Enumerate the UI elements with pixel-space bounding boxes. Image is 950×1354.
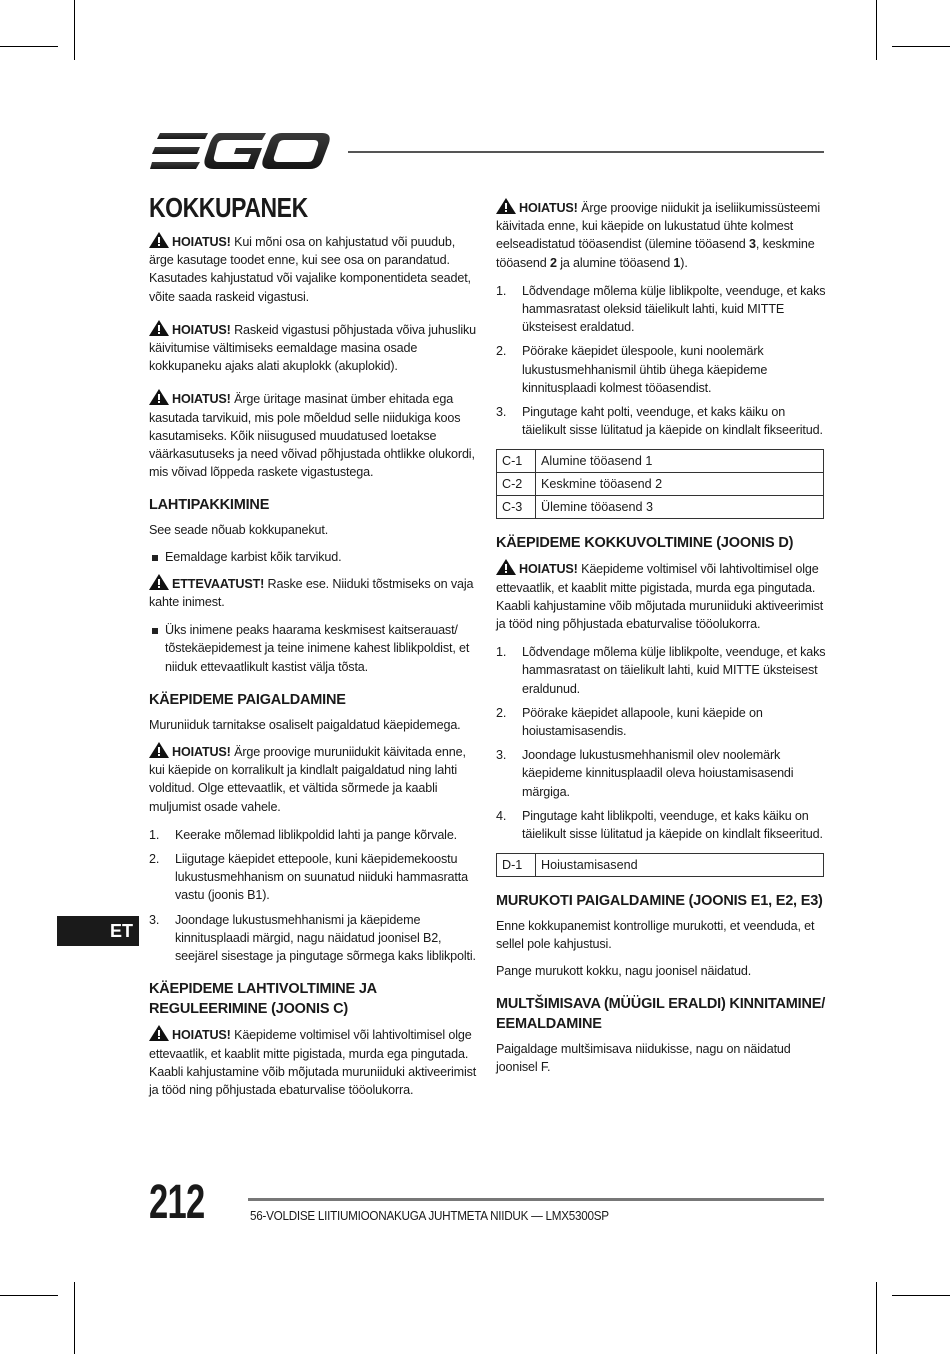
- language-tab: ET: [57, 916, 139, 946]
- warning-block: [149, 232, 479, 306]
- list-item: 2. Pöörake käepidet ülespoole, kuni noolemärk lukustusmehhanismil ühtib ühega käepideme kinnitusplaadi kolmest tööasendist.: [496, 344, 768, 395]
- warning-triangle-icon: [149, 320, 169, 336]
- list-item: 2. Pöörake käepidet allapoole, kuni käepide on hoiustamisasendis.: [496, 705, 763, 739]
- warning-text: Ärge proovige muruniidukit käivitada enne, kui käepide on korralikult ja kindlalt paigaldatud ning lahti volditud. Olge ettevaatlik, et vältida sõrmede ja kaabli muljumist osade vahele.: [149, 745, 466, 814]
- warning-text: Käepideme voltimisel või lahtivoltimisel olge ettevaatlik, et kaablit mitte pigistada, murda ega pingutada. Kaabli kahjustamine võib mõjutada muruniiduki aktiveerimist ja tööd ning põhjustada ebaturvalise tööolukorra.: [149, 1028, 477, 1097]
- unpacking-list-2: [149, 621, 479, 676]
- bullet-square-icon: [152, 555, 158, 561]
- list-item: 3. Joondage lukustusmehhanismil olev noolemärk käepideme kinnitusplaadil oleva hoiustamisasendi märgiga.: [496, 748, 794, 799]
- warning-triangle-icon: [496, 198, 516, 214]
- warning-triangle-icon: [149, 232, 169, 248]
- list-item: 3. Joondage lukustusmehhanismi ja käepideme kinnitusplaadi märgid, nagu näidatud joonisel B2, seejärel sisestage ja pingutage sõrmega kaks liblikpolti.: [149, 912, 476, 964]
- list-item: Üks inimene peaks haarama keskmisest kaitserauast/ tõstekäepidemest ja teine inimene kahest liblikpoldist, et niiduk ettevaatlikult kastist välja tõsta.: [149, 621, 479, 676]
- warning-text: Kui mõni osa on kahjustatud või puudub, ärge kasutage toodet enne, kui see osa on parandatud. Kasutades kahjustatud või vajalike komponentideta seadet, võite saada raskeid vigastusi.: [149, 235, 471, 304]
- crop-mark: [74, 0, 75, 60]
- footer-rule: [248, 1198, 824, 1201]
- warning-label: HOIATUS!: [172, 745, 231, 760]
- crop-mark: [892, 1295, 950, 1296]
- caution-label: ETTEVAATUST!: [172, 576, 265, 591]
- warning-block: [149, 1025, 479, 1099]
- left-column: [149, 192, 479, 1113]
- table-row: C-1 Alumine tööasend 1: [497, 450, 824, 473]
- warning-triangle-icon: [149, 574, 169, 590]
- warning-text: Raskeid vigastusi põhjustada võiva juhusliku käivitumise vältimiseks eemaldage masina osade kokkupaneku ajaks alati akuplokk (akuplokid).: [149, 322, 477, 374]
- crop-mark: [0, 46, 58, 47]
- ego-logo: [150, 131, 330, 171]
- unpacking-text: See seade nõuab kokkupanekut.: [149, 523, 329, 538]
- warning-label: HOIATUS!: [172, 235, 231, 249]
- unpacking-list: [149, 548, 479, 566]
- warning-block: HOIATUS! Ärge proovige niidukit ja iseliikumissüsteemi käivitada enne, kui käepide on lukustatud ühte kolmest eelseadistatud tööasendist (ülemine tööasend 3, keskmine tööasend 2 ja alumine tööasend 1).: [496, 198, 826, 272]
- right-column: [496, 198, 826, 1084]
- list-item: Eemaldage karbist kõik tarvikud.: [149, 548, 479, 566]
- table-row: C-3 Ülemine tööasend 3: [497, 496, 824, 519]
- crop-mark: [0, 1295, 58, 1296]
- crop-mark: [876, 0, 877, 60]
- caution-text: Raske ese. Niiduki tõstmiseks on vaja kahte inimest.: [149, 576, 474, 610]
- warning-label: HOIATUS!: [172, 392, 231, 407]
- section-heading-grass-bag: MURUKOTI PAIGALDAMINE (JOONIS E1, E2, E3): [496, 893, 823, 910]
- table-row: C-2 Keskmine tööasend 2: [497, 473, 824, 496]
- warning-triangle-icon: [496, 559, 516, 575]
- list-item: 1. Lõdvendage mõlema külje liblikpolte, veenduge, et kaks hammasratast on täielikult lahti, kuid MITTE üksteisest eraldunud.: [496, 645, 826, 696]
- grass-bag-text-2: Pange murukott kokku, nagu joonisel näidatud.: [496, 963, 752, 978]
- mulching-plug-text: Paigaldage multšimisava niidukisse, nagu on näidatud joonisel F.: [496, 1041, 791, 1075]
- section-heading-handle-fold: KÄEPIDEME KOKKUVOLTIMINE (JOONIS D): [496, 535, 794, 552]
- warning-block: [149, 389, 479, 481]
- caution-block: [149, 574, 479, 611]
- crop-mark: [74, 1282, 75, 1354]
- handle-install-steps: [149, 826, 479, 965]
- warning-block: [496, 559, 826, 633]
- section-heading-handle-install: KÄEPIDEME PAIGALDAMINE: [149, 691, 346, 708]
- list-item: 1. Keerake mõlemad liblikpoldid lahti ja pange kõrvale.: [149, 827, 458, 842]
- position-table-c: [496, 449, 824, 519]
- warning-block: [149, 742, 479, 816]
- handle-fold-steps: [496, 643, 826, 843]
- list-item: 4. Pingutage kaht liblikpolti, veenduge, et kaks käiku on täielikult sisse lülitatud ja käepide on kindlalt fikseeritud.: [496, 808, 823, 842]
- section-heading-handle-unfold: KÄEPIDEME LAHTIVOLTIMINE JA REGULEERIMINE (JOONIS C): [149, 981, 377, 1018]
- crop-mark: [876, 1282, 877, 1354]
- list-item: 1. Lõdvendage mõlema külje liblikpolte, veenduge, et kaks hammasratast oleksid täielikult lahti, kuid MITTE üksteisest eraldatud.: [496, 283, 826, 335]
- list-item: 3. Pingutage kaht polti, veenduge, et kaks käiku on täielikult sisse lülitatud ja käepide on kindlalt fikseeritud.: [496, 405, 823, 438]
- grass-bag-text-1: Enne kokkupanemist kontrollige murukotti, et veenduda, et sellel pole kahjustusi.: [496, 919, 815, 952]
- warning-label: HOIATUS!: [172, 1028, 231, 1043]
- section-heading-mulching-plug: MULTŠIMISAVA (MÜÜGIL ERALDI) KINNITAMINE/ EEMALDAMINE: [496, 995, 826, 1032]
- list-item: 2. Liigutage käepidet ettepoole, kuni käepidemekoostu lukustusmehhanism on suunatud niiduki hammasratta vastu (joonis B1).: [149, 852, 468, 903]
- warning-label: HOIATUS!: [172, 322, 231, 337]
- handle-adjust-steps: [496, 282, 826, 440]
- section-heading-unpacking: LAHTIPAKKIMINE: [149, 497, 270, 514]
- warning-triangle-icon: [149, 742, 169, 758]
- warning-text: Käepideme voltimisel või lahtivoltimisel olge ettevaatlik, et kaablit mitte pigistada, murda ega pingutada. Kaabli kahjustamine võib mõjutada muruniiduki aktiveerimist ja tööd ning põhjustada ebaturvalise tööolukorra.: [496, 562, 824, 632]
- crop-mark: [892, 46, 950, 47]
- handle-install-text: Muruniiduk tarnitakse osaliselt paigaldatud käepidemega.: [149, 717, 461, 732]
- warning-triangle-icon: [149, 1025, 169, 1041]
- bullet-square-icon: [152, 628, 158, 634]
- warning-text: Ärge üritage masinat ümber ehitada ega kasutada tarvikuid, mis pole mõeldud selle niidukiga koos kasutamiseks. Kõik niisugused muudatused loetakse väärkasutuseks ja need võivad põhjustada ohtlikke olukordi, mis võivad lõppeda raskete vigastustega.: [149, 392, 475, 480]
- warning-label: HOIATUS!: [519, 201, 578, 215]
- page-title: KOKKUPANEK: [149, 192, 308, 223]
- warning-triangle-icon: [149, 389, 169, 405]
- footer-text: 56-VOLDISE LIITIUMIOONAKUGA JUHTMETA NIIDUK — LMX5300SP: [250, 1208, 609, 1223]
- page-number: 212: [149, 1176, 205, 1229]
- position-table-d: [496, 853, 824, 877]
- warning-label: HOIATUS!: [519, 562, 578, 577]
- table-row: D-1 Hoiustamisasend: [497, 854, 824, 877]
- warning-block: [149, 320, 479, 376]
- header-rule: [348, 151, 824, 153]
